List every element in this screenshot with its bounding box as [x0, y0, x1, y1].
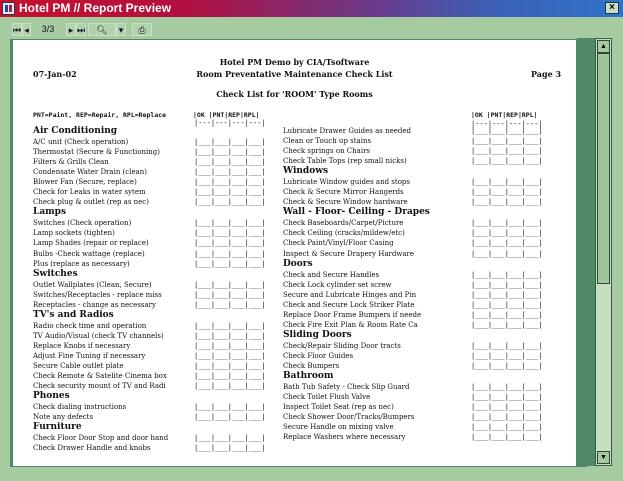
- checklist-item: Lamp Shades (repair or replace): [33, 239, 149, 248]
- scroll-thumb[interactable]: [597, 53, 610, 284]
- checkbox-row[interactable]: |___|___|___|___|: [194, 168, 266, 177]
- checklist-item: Plus (replace as necessary): [33, 259, 130, 268]
- checklist-item: Inspect Toilet Seat (rep as nec): [283, 403, 394, 412]
- checkbox-row[interactable]: |___|___|___|___|: [471, 157, 543, 166]
- report-date: 07-Jan-02: [33, 69, 77, 79]
- chevron-down-icon: ▾: [118, 25, 124, 35]
- section-heading: Phones: [33, 391, 70, 402]
- checkbox-row[interactable]: |___|___|___|___|: [471, 351, 543, 360]
- checklist-item: Switches (Check operation): [33, 219, 132, 228]
- checklist-item: Filters & Grills Clean: [33, 158, 109, 167]
- checklist-item: Check springs on Chairs: [283, 147, 371, 156]
- checkbox-row[interactable]: |___|___|___|___|: [194, 178, 266, 187]
- checklist-item: Bulbs -Check wattage (replace): [33, 249, 145, 258]
- checklist-item: Check Ceiling (cracks/mildew/etc): [283, 229, 405, 238]
- checkbox-row[interactable]: |___|___|___|___|: [471, 198, 543, 207]
- checklist-item: Condensate Water Drain (clean): [33, 168, 147, 177]
- checklist-item: Check Drawer Handle and knobs: [33, 444, 151, 453]
- checklist-item: Check Toilet Flush Valve: [283, 393, 371, 402]
- checkbox-row[interactable]: |___|___|___|___|: [194, 158, 266, 167]
- checkbox-row[interactable]: |___|___|___|___|: [194, 188, 266, 197]
- checkbox-row[interactable]: |___|___|___|___|: [471, 178, 543, 187]
- checkbox-row[interactable]: |___|___|___|___|: [471, 147, 543, 156]
- section-heading: Wall - Floor- Ceiling - Drapes: [283, 207, 430, 218]
- column-header-right: |OK |PNT|REP|RPL|: [471, 111, 538, 119]
- column-divider-left: |---|---|---|---|: [194, 119, 266, 127]
- section-heading: Lamps: [33, 207, 67, 218]
- scroll-down-button[interactable]: [597, 451, 610, 464]
- checkbox-row[interactable]: |___|___|___|___|: [471, 320, 543, 329]
- checklist-item: Note any defects: [33, 413, 94, 422]
- first-page-button[interactable]: [12, 23, 22, 36]
- checklist-item: Check security mount of TV and Radi: [33, 382, 166, 391]
- checkbox-row[interactable]: |___|___|___|___|: [194, 249, 266, 258]
- checklist-item: Replace Washers where necessary: [283, 433, 406, 442]
- scroll-rail: [577, 38, 595, 466]
- checkbox-row[interactable]: |___|___|___|___|: [471, 127, 543, 135]
- checkbox-row[interactable]: |___|___|___|___|: [471, 383, 543, 391]
- checklist-item: Check Floor Guides: [283, 351, 354, 360]
- section-heading: Windows: [283, 166, 329, 177]
- checkbox-row[interactable]: |___|___|___|___|: [471, 300, 543, 309]
- checkbox-row[interactable]: |___|___|___|___|: [194, 280, 266, 289]
- title-bar: [0, 0, 623, 17]
- checkbox-row[interactable]: |___|___|___|___|: [471, 393, 543, 402]
- scroll-up-button[interactable]: [597, 40, 610, 53]
- section-heading: Bathroom: [283, 371, 334, 381]
- checkbox-row[interactable]: |___|___|___|___|: [194, 331, 266, 340]
- checklist-item: Check for Leaks in water sytem: [33, 188, 146, 197]
- column-divider-right: |---|---|---|---|: [471, 120, 543, 128]
- checklist-item: Check Shower Door/Tracks/Bumpers: [283, 413, 415, 422]
- checklist-item: Check Fire Exit Plan & Room Rate Ca: [283, 320, 418, 329]
- checklist-item: Check and Secure Lock Striker Plate: [283, 300, 415, 309]
- checklist-item: Check plug & outlet (rep as nec): [33, 198, 149, 207]
- checklist-item: Switches/Receptacles - replace miss: [33, 290, 162, 299]
- checklist-item: Radio check time and operation: [33, 321, 147, 330]
- checklist-item: Check Table Tops (rep small nicks): [283, 157, 407, 166]
- vertical-scrollbar[interactable]: [595, 38, 612, 466]
- checkbox-row[interactable]: |___|___|___|___|: [194, 361, 266, 370]
- checklist-item: Outlet Wallplates (Clean, Secure): [33, 280, 152, 289]
- app-icon: [2, 2, 15, 15]
- page-indicator: 3/3: [41, 24, 55, 34]
- section-heading: Furniture: [33, 422, 82, 433]
- checkbox-row[interactable]: |___|___|___|___|: [194, 259, 266, 268]
- checklist-item: Check Remote & Satelite Cinema box: [33, 372, 167, 380]
- checkbox-row[interactable]: |___|___|___|___|: [194, 372, 266, 380]
- checkbox-row[interactable]: |___|___|___|___|: [194, 300, 266, 309]
- checklist-item: Check Floor Door Stop and door hand: [33, 434, 169, 443]
- checkbox-row[interactable]: |___|___|___|___|: [471, 219, 543, 228]
- checkbox-row[interactable]: |___|___|___|___|: [194, 198, 266, 207]
- checkbox-row[interactable]: |___|___|___|___|: [471, 341, 543, 350]
- report-subtitle: Check List for 'ROOM' Type Rooms: [216, 89, 373, 99]
- magnifier-icon: 🔍︎: [96, 25, 108, 35]
- checklist-item: Lubricate Window guides and stops: [283, 178, 410, 187]
- checklist-item: Check & Secure Window hardware: [283, 198, 408, 207]
- checkbox-row[interactable]: |___|___|___|___|: [471, 280, 543, 289]
- checklist-item: TV Audio/Visual (check TV channels): [33, 331, 164, 340]
- checklist-item: Check dialing instructions: [33, 403, 127, 412]
- checklist-item: Receptacles - change as necessary: [33, 300, 156, 309]
- arrow-up-icon: ▲: [600, 43, 607, 50]
- checklist-item: Adjust Fine Tuning if necessary: [33, 351, 146, 360]
- checkbox-row[interactable]: |___|___|___|___|: [471, 137, 543, 146]
- checkbox-row[interactable]: |___|___|___|___|: [471, 290, 543, 299]
- checkbox-row[interactable]: |___|___|___|___|: [194, 351, 266, 360]
- section-heading: TV's and Radios: [33, 309, 114, 320]
- checkbox-row[interactable]: |___|___|___|___|: [194, 382, 266, 391]
- checklist-item: Secure Handle on mixing valve: [283, 423, 394, 432]
- prev-page-button[interactable]: [22, 23, 31, 36]
- checkbox-row[interactable]: |___|___|___|___|: [194, 321, 266, 330]
- checklist-item: Check Bumpers: [283, 361, 340, 370]
- checklist-item: Bath Tub Safety - Check Slip Guard: [283, 383, 410, 391]
- checkbox-row[interactable]: |___|___|___|___|: [471, 249, 543, 258]
- report-title: Room Preventative Maintenance Check List: [196, 69, 393, 79]
- section-heading: Sliding Doors: [283, 329, 352, 340]
- section-heading: Doors: [283, 258, 313, 269]
- checkbox-row[interactable]: |___|___|___|___|: [194, 138, 266, 146]
- zoom-button[interactable]: [88, 23, 116, 36]
- checklist-item: Secure and Lubricate Hinges and Pin: [283, 290, 417, 299]
- checkbox-row[interactable]: |___|___|___|___|: [194, 148, 266, 157]
- checklist-item: Check Baseboards/Carpet/Picture: [283, 219, 404, 228]
- checklist-item: Thermostat (Secure & Functioning): [33, 148, 160, 157]
- checkbox-row[interactable]: |___|___|___|___|: [471, 413, 543, 422]
- checklist-item: Check and Secure Handles: [283, 270, 380, 279]
- checkbox-row[interactable]: |___|___|___|___|: [194, 434, 266, 443]
- checkbox-row[interactable]: |___|___|___|___|: [194, 239, 266, 248]
- checklist-item: Lamp sockets (tighten): [33, 229, 115, 238]
- window-title: Hotel PM // Report Preview: [19, 1, 172, 15]
- section-heading: Switches: [33, 268, 78, 279]
- checklist-item: Check Paint/Vinyl/Floor Casing: [283, 239, 394, 248]
- checkbox-row[interactable]: |___|___|___|___|: [471, 239, 543, 248]
- checkbox-row[interactable]: |___|___|___|___|: [471, 310, 543, 319]
- checkbox-row[interactable]: |___|___|___|___|: [194, 403, 266, 412]
- report-page: [13, 40, 576, 466]
- checklist-item: Check/Repair Sliding Door tracts: [283, 341, 401, 350]
- zoom-dropdown[interactable]: [116, 23, 126, 36]
- checkbox-row[interactable]: |___|___|___|___|: [471, 433, 543, 442]
- legend: PNT=Paint, REP=Repair, RPL=Replace: [33, 111, 167, 119]
- checklist-item: Blower Fan (Secure, replace): [33, 178, 137, 187]
- arrow-down-icon: ▼: [600, 454, 607, 461]
- print-button[interactable]: [132, 23, 152, 36]
- checkbox-row[interactable]: |___|___|___|___|: [194, 219, 266, 228]
- report-company: Hotel PM Demo by CIA/Tsoftware: [219, 57, 370, 67]
- last-page-button[interactable]: [76, 23, 86, 36]
- checkbox-row[interactable]: |___|___|___|___|: [471, 229, 543, 238]
- checklist-item: Check Lock cylinder set screw: [283, 280, 392, 289]
- checklist-item: Check & Secure Mirror Hangerds: [283, 188, 404, 197]
- checkbox-row[interactable]: |___|___|___|___|: [471, 403, 543, 412]
- checklist-item: Inspect & Secure Drapery Hardware: [283, 249, 415, 258]
- checklist-item: Secure Cable outlet plate: [33, 361, 124, 370]
- column-header-left: |OK |PNT|REP|RPL|: [193, 111, 260, 119]
- checkbox-row[interactable]: |___|___|___|___|: [194, 444, 266, 453]
- checklist-item: Clean or Touch up stains: [283, 137, 372, 146]
- prev-page-icon: ◂: [24, 25, 29, 35]
- last-page-icon: ⏭: [77, 25, 86, 35]
- page-number: Page 3: [531, 69, 562, 79]
- checkbox-row[interactable]: |___|___|___|___|: [471, 270, 543, 279]
- first-page-icon: ⏮: [13, 25, 22, 35]
- checkbox-row[interactable]: |___|___|___|___|: [194, 341, 266, 350]
- checkbox-row[interactable]: |___|___|___|___|: [471, 423, 543, 432]
- checklist-item: Lubricate Drawer Guides as needed: [283, 127, 412, 135]
- checklist-item: Replace Knobs if necessary: [33, 341, 131, 350]
- close-button[interactable]: ×: [605, 2, 619, 14]
- checklist-item: Replace Door Frame Bumpers if neede: [283, 310, 422, 319]
- checkbox-row[interactable]: |___|___|___|___|: [194, 229, 266, 238]
- next-page-button[interactable]: [66, 23, 76, 36]
- checkbox-row[interactable]: |___|___|___|___|: [194, 290, 266, 299]
- checkbox-row[interactable]: |___|___|___|___|: [194, 413, 266, 422]
- checklist-item: A/C unit (Check operation): [33, 138, 129, 146]
- checkbox-row[interactable]: |___|___|___|___|: [471, 361, 543, 370]
- printer-icon: ⎙: [138, 25, 146, 35]
- toolbar: [0, 17, 623, 40]
- checkbox-row[interactable]: |___|___|___|___|: [471, 188, 543, 197]
- next-page-icon: ▸: [68, 25, 74, 35]
- section-heading: Air Conditioning: [33, 126, 118, 136]
